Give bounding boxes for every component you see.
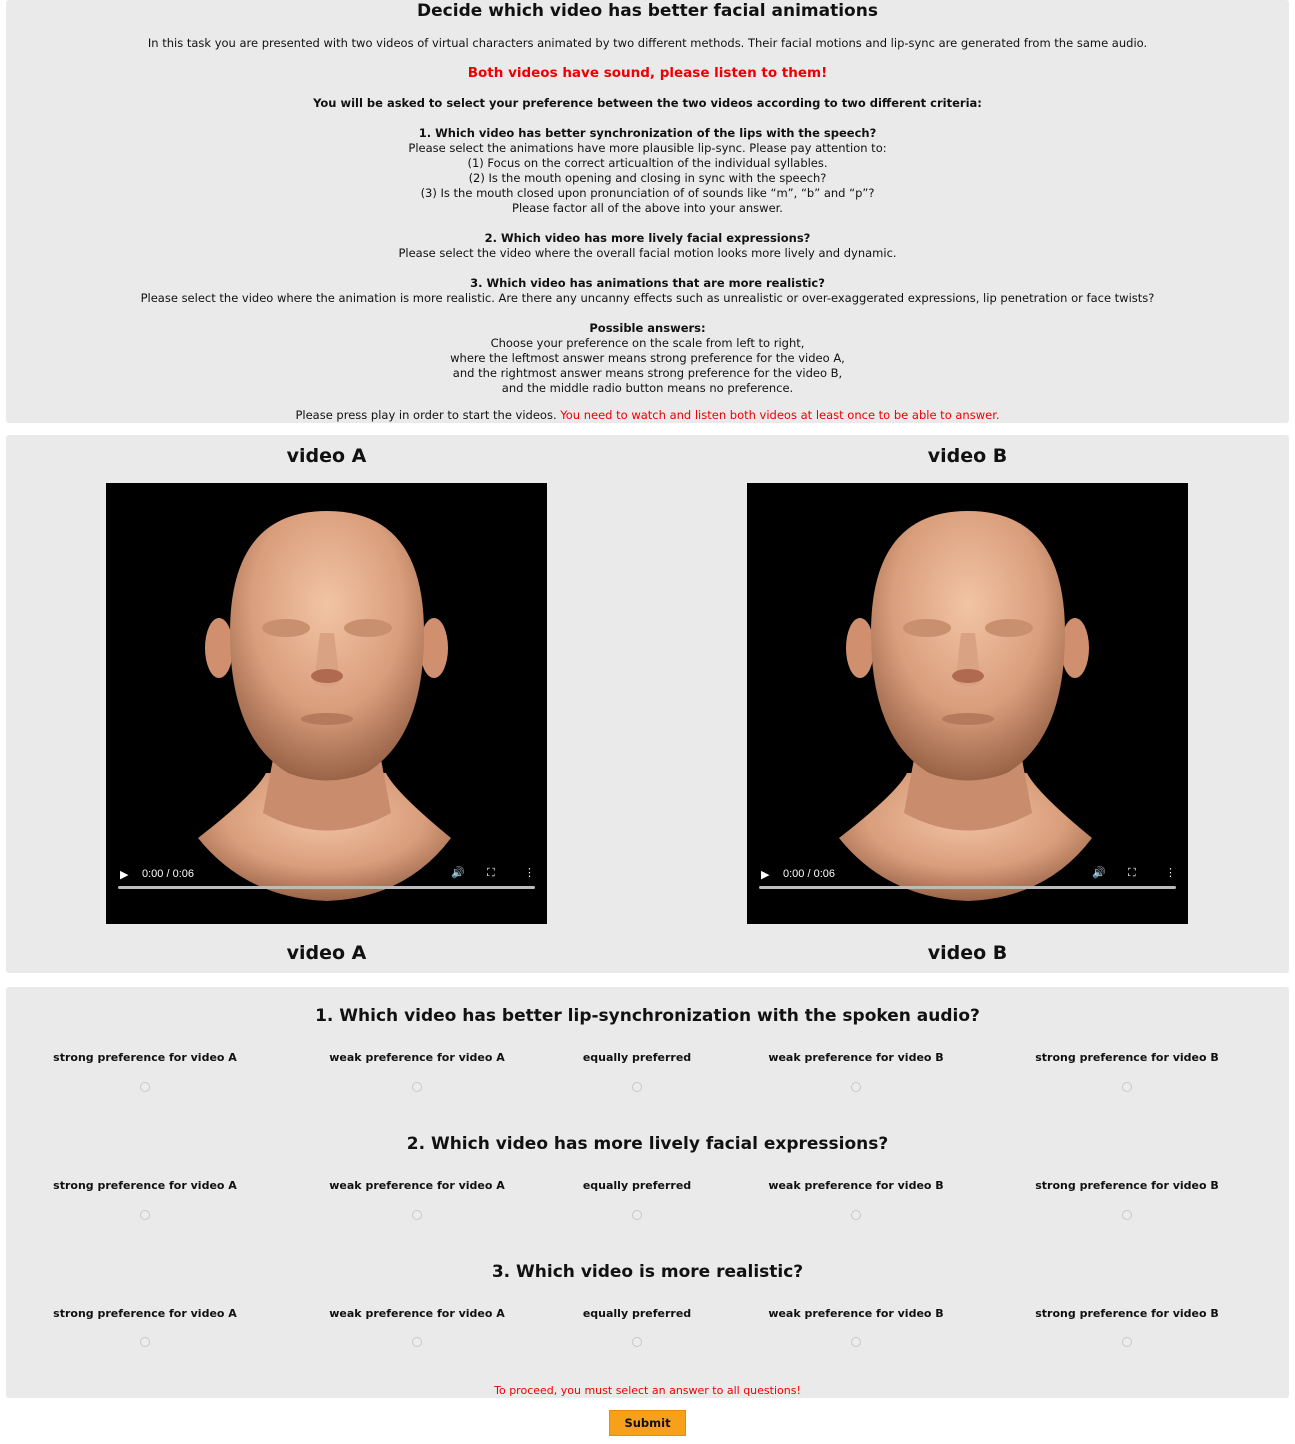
video-b-label-top: video B [927,445,1008,467]
q2-radio-weak-a[interactable] [412,1210,422,1220]
sound-warning: Both videos have sound, please listen to them! [467,65,828,81]
volume-icon[interactable]: 🔊 [451,866,465,879]
q1-option-label: strong preference for video B [1035,1051,1219,1064]
fullscreen-icon[interactable]: ⛶ [487,866,495,879]
q3-radio-strong-a[interactable] [140,1337,150,1347]
video-a-label-bottom: video A [286,942,367,964]
q2-radio-strong-a[interactable] [140,1210,150,1220]
q2-radio-strong-b[interactable] [1122,1210,1132,1220]
videos-panel [6,435,1289,973]
criterion-3-title: 3. Which video has animations that are more realistic? [470,276,825,290]
criterion-1-title: 1. Which video has better synchronization of the lips with the speech? [418,126,877,140]
more-options-icon[interactable]: ⋮ [524,866,535,879]
question-3-title: 3. Which video is more realistic? [491,1262,804,1282]
q1-option-label: weak preference for video B [768,1051,944,1064]
q1-option-label: strong preference for video A [53,1051,237,1064]
q3-radio-equal[interactable] [632,1337,642,1347]
question-1-title: 1. Which video has better lip-synchronization with the spoken audio? [315,1006,980,1026]
answers-line: and the rightmost answer means strong preference for the video B, [452,366,843,380]
video-a-seek-bar[interactable] [118,886,535,889]
q1-radio-equal[interactable] [632,1082,642,1092]
q2-option-label: weak preference for video A [329,1179,505,1192]
questions-panel [6,987,1289,1398]
q3-radio-weak-a[interactable] [412,1337,422,1347]
q3-radio-weak-b[interactable] [851,1337,861,1347]
intro-text: In this task you are presented with two videos of virtual characters animated by two different methods. Their facial motions and lip-sync are generated from the same audio. [147,36,1148,50]
volume-icon[interactable]: 🔊 [1092,866,1106,879]
video-b-seek-bar[interactable] [759,886,1176,889]
video-b-player[interactable] [747,483,1188,924]
answers-title: Possible answers: [589,321,706,335]
video-b-controls [747,864,1188,924]
video-a-player[interactable] [106,483,547,924]
q3-option-label: strong preference for video A [53,1307,237,1320]
q2-radio-weak-b[interactable] [851,1210,861,1220]
fullscreen-icon[interactable]: ⛶ [1128,866,1136,879]
answers-line: where the leftmost answer means strong preference for the video A, [450,351,845,365]
q2-option-label: strong preference for video B [1035,1179,1219,1192]
play-warning: You need to watch and listen both videos at least once to be able to answer. [560,408,1000,422]
criterion-1-line: (2) Is the mouth opening and closing in sync with the speech? [468,171,827,185]
face-render-image [747,483,1188,924]
submit-button[interactable]: Submit [609,1410,686,1436]
q2-option-label: weak preference for video B [768,1179,944,1192]
q1-option-label: weak preference for video A [329,1051,505,1064]
q3-option-label: equally preferred [582,1307,692,1320]
instructions-panel [6,0,1289,423]
criterion-3-line: Please select the video where the animation is more realistic. Are there any uncanny effects such as unrealistic or over-exaggerated expressions, lip penetration or face twists? [140,291,1155,305]
q1-option-label: equally preferred [582,1051,692,1064]
q3-option-label: weak preference for video B [768,1307,944,1320]
play-note [6,408,1289,423]
criterion-1-line: (1) Focus on the correct articualtion of the individual syllables. [467,156,828,170]
q3-radio-strong-b[interactable] [1122,1337,1132,1347]
criterion-1-line: (3) Is the mouth closed upon pronunciation of of sounds like “m”, “b” and “p”? [420,186,875,200]
face-render-image [106,483,547,924]
more-options-icon[interactable]: ⋮ [1165,866,1176,879]
q1-radio-weak-a[interactable] [412,1082,422,1092]
answers-line: and the middle radio button means no preference. [501,381,794,395]
question-2-title: 2. Which video has more lively facial expressions? [406,1134,889,1154]
criterion-2-line: Please select the video where the overall facial motion looks more lively and dynamic. [398,246,897,260]
q1-radio-weak-b[interactable] [851,1082,861,1092]
q2-radio-equal[interactable] [632,1210,642,1220]
video-b-label-bottom: video B [927,942,1008,964]
video-a-controls [106,864,547,924]
proceed-warning: To proceed, you must select an answer to all questions! [494,1384,801,1397]
criterion-1-line: Please factor all of the above into your answer. [512,201,783,215]
q1-radio-strong-a[interactable] [140,1082,150,1092]
video-b-time: 0:00 / 0:06 [783,868,835,880]
video-a-label-top: video A [286,445,367,467]
criteria-intro: You will be asked to select your preference between the two videos according to two different criteria: [313,96,982,110]
page-title: Decide which video has better facial animations [417,1,878,21]
q3-option-label: weak preference for video A [329,1307,505,1320]
video-a-time: 0:00 / 0:06 [142,868,194,880]
criterion-1-line: Please select the animations have more plausible lip-sync. Please pay attention to: [408,141,887,155]
play-icon[interactable]: ▶ [761,868,770,881]
q2-option-label: strong preference for video A [53,1179,237,1192]
q1-radio-strong-b[interactable] [1122,1082,1132,1092]
play-note-text: Please press play in order to start the videos. [295,408,561,422]
q2-option-label: equally preferred [582,1179,692,1192]
play-icon[interactable]: ▶ [120,868,129,881]
q3-option-label: strong preference for video B [1035,1307,1219,1320]
criterion-2-title: 2. Which video has more lively facial expressions? [484,231,811,245]
answers-line: Choose your preference on the scale from left to right, [490,336,805,350]
